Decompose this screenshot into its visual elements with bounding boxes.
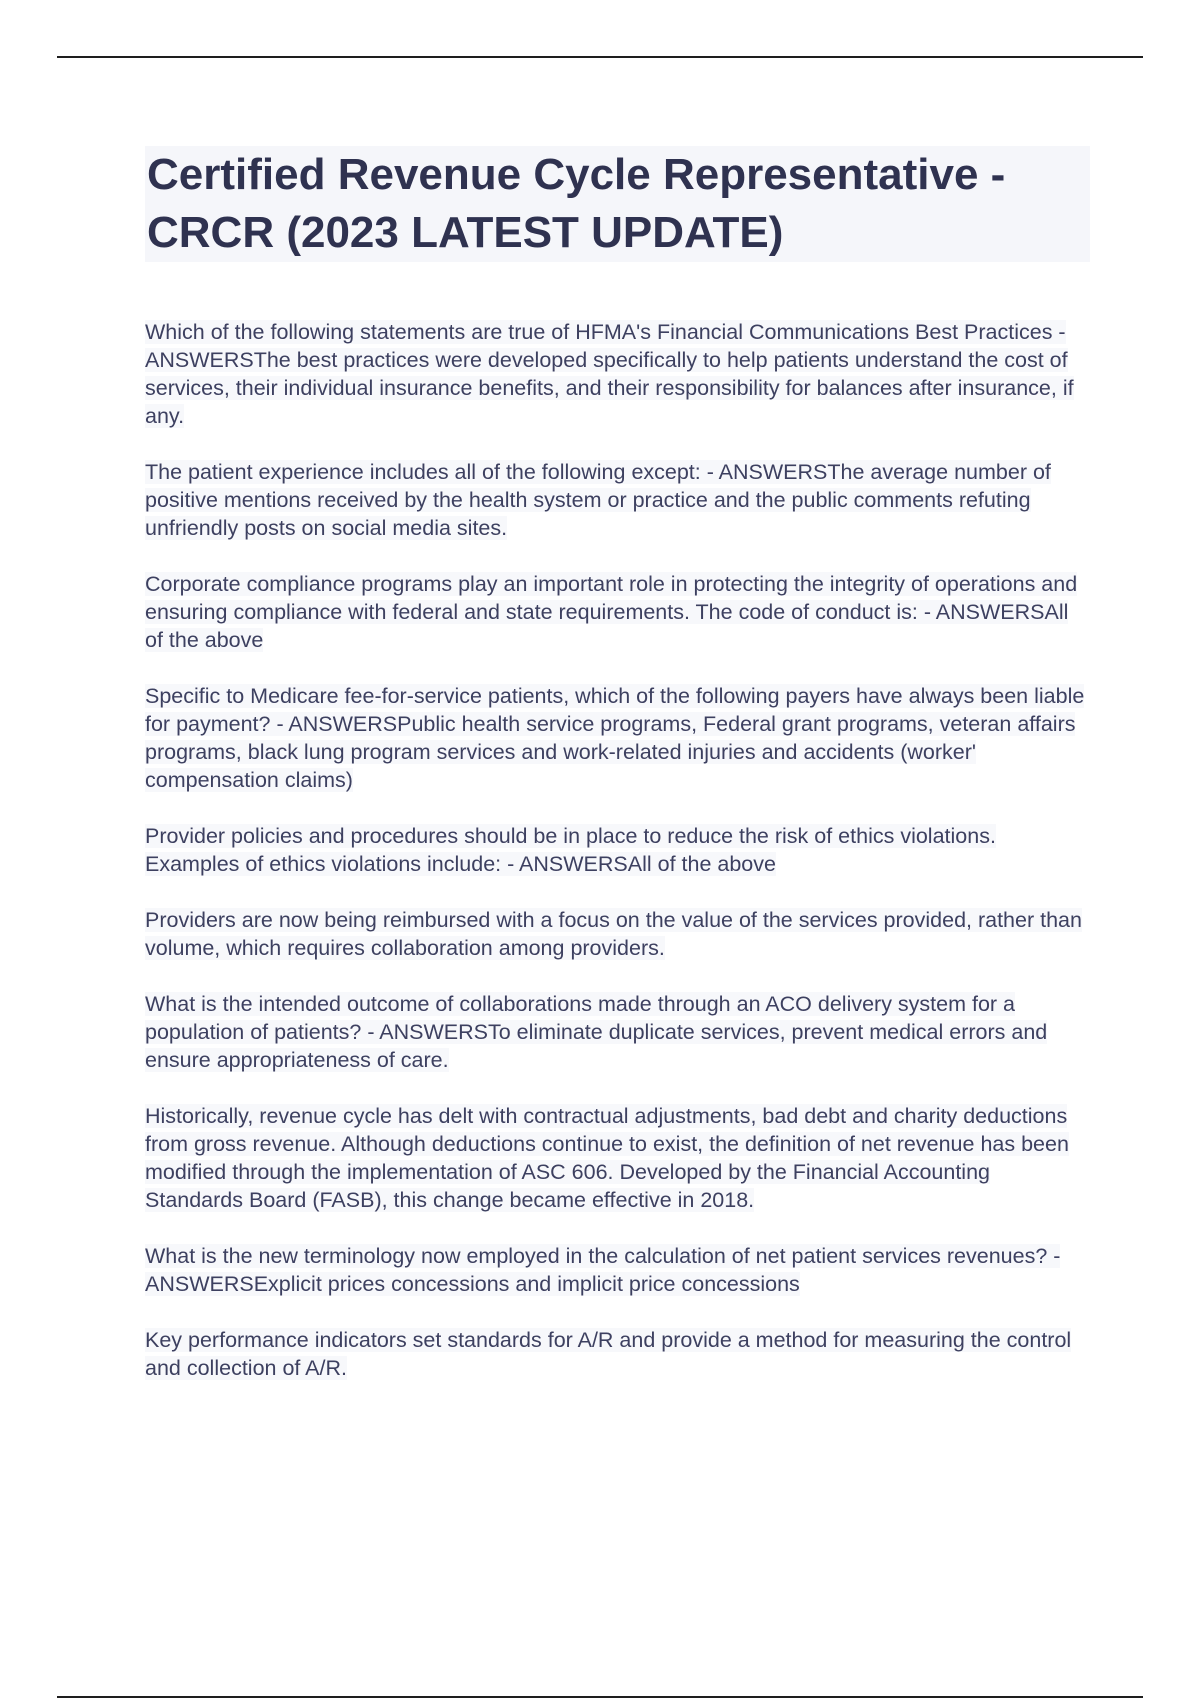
qa-item-text: What is the intended outcome of collaborations made through an ACO delivery system for a population of patients? - ANSWERSTo eliminate duplicate services, prevent medical errors and ensure appropriateness of care. [145,992,1048,1072]
qa-item [145,1242,1090,1298]
qa-item-text: Corporate compliance programs play an important role in protecting the integrity of operations and ensuring compliance with federal and state requirements. The code of conduct is: - ANSWERSAll of the above [145,572,1078,652]
qa-item-text: Provider policies and procedures should be in place to reduce the risk of ethics violations. Examples of ethics violations include: - ANSWERSAll of the above [145,824,996,876]
qa-item [145,458,1090,542]
qa-item [145,1102,1090,1214]
qa-item-text: Specific to Medicare fee-for-service patients, which of the following payers have always been liable for payment? - ANSWERSPublic health service programs, Federal grant programs, veteran affairs programs, black lung program services and work-related injuries and accidents (worker' compensation claims) [145,684,1085,792]
qa-item [145,822,1090,878]
qa-item-text: Providers are now being reimbursed with a focus on the value of the services provided, rather than volume, which requires collaboration among providers. [145,908,1082,960]
qa-item-text: Which of the following statements are true of HFMA's Financial Communications Best Practices - ANSWERSThe best practices were developed specifically to help patients understand the cost of services, their individual insurance benefits, and their responsibility for balances after insurance, if any. [145,320,1074,428]
qa-item [145,318,1090,430]
qa-item-text: What is the new terminology now employed in the calculation of net patient services revenues? - ANSWERSExplicit prices concessions and implicit price concessions [145,1244,1061,1296]
question-list [145,318,1090,1382]
qa-item-text: Historically, revenue cycle has delt with contractual adjustments, bad debt and charity deductions from gross revenue. Although deductions continue to exist, the definition of net revenue has been modified through the implementation of ASC 606. Developed by the Financial Accounting Standards Board (FASB), this change became effective in 2018. [145,1104,1069,1212]
qa-item [145,570,1090,654]
qa-item [145,682,1090,794]
document-body [145,146,1090,1410]
qa-item-text: The patient experience includes all of the following except: - ANSWERSThe average number of positive mentions received by the health system or practice and the public comments refuting unfriendly posts on social media sites. [145,460,1051,540]
document-title: Certified Revenue Cycle Representative - CRCR (2023 LATEST UPDATE) [145,146,1090,262]
qa-item [145,906,1090,962]
top-rule [57,56,1143,58]
qa-item-text: Key performance indicators set standards for A/R and provide a method for measuring the control and collection of A/R. [145,1328,1072,1380]
qa-item [145,1326,1090,1382]
bottom-rule [57,1696,1143,1698]
qa-item [145,990,1090,1074]
